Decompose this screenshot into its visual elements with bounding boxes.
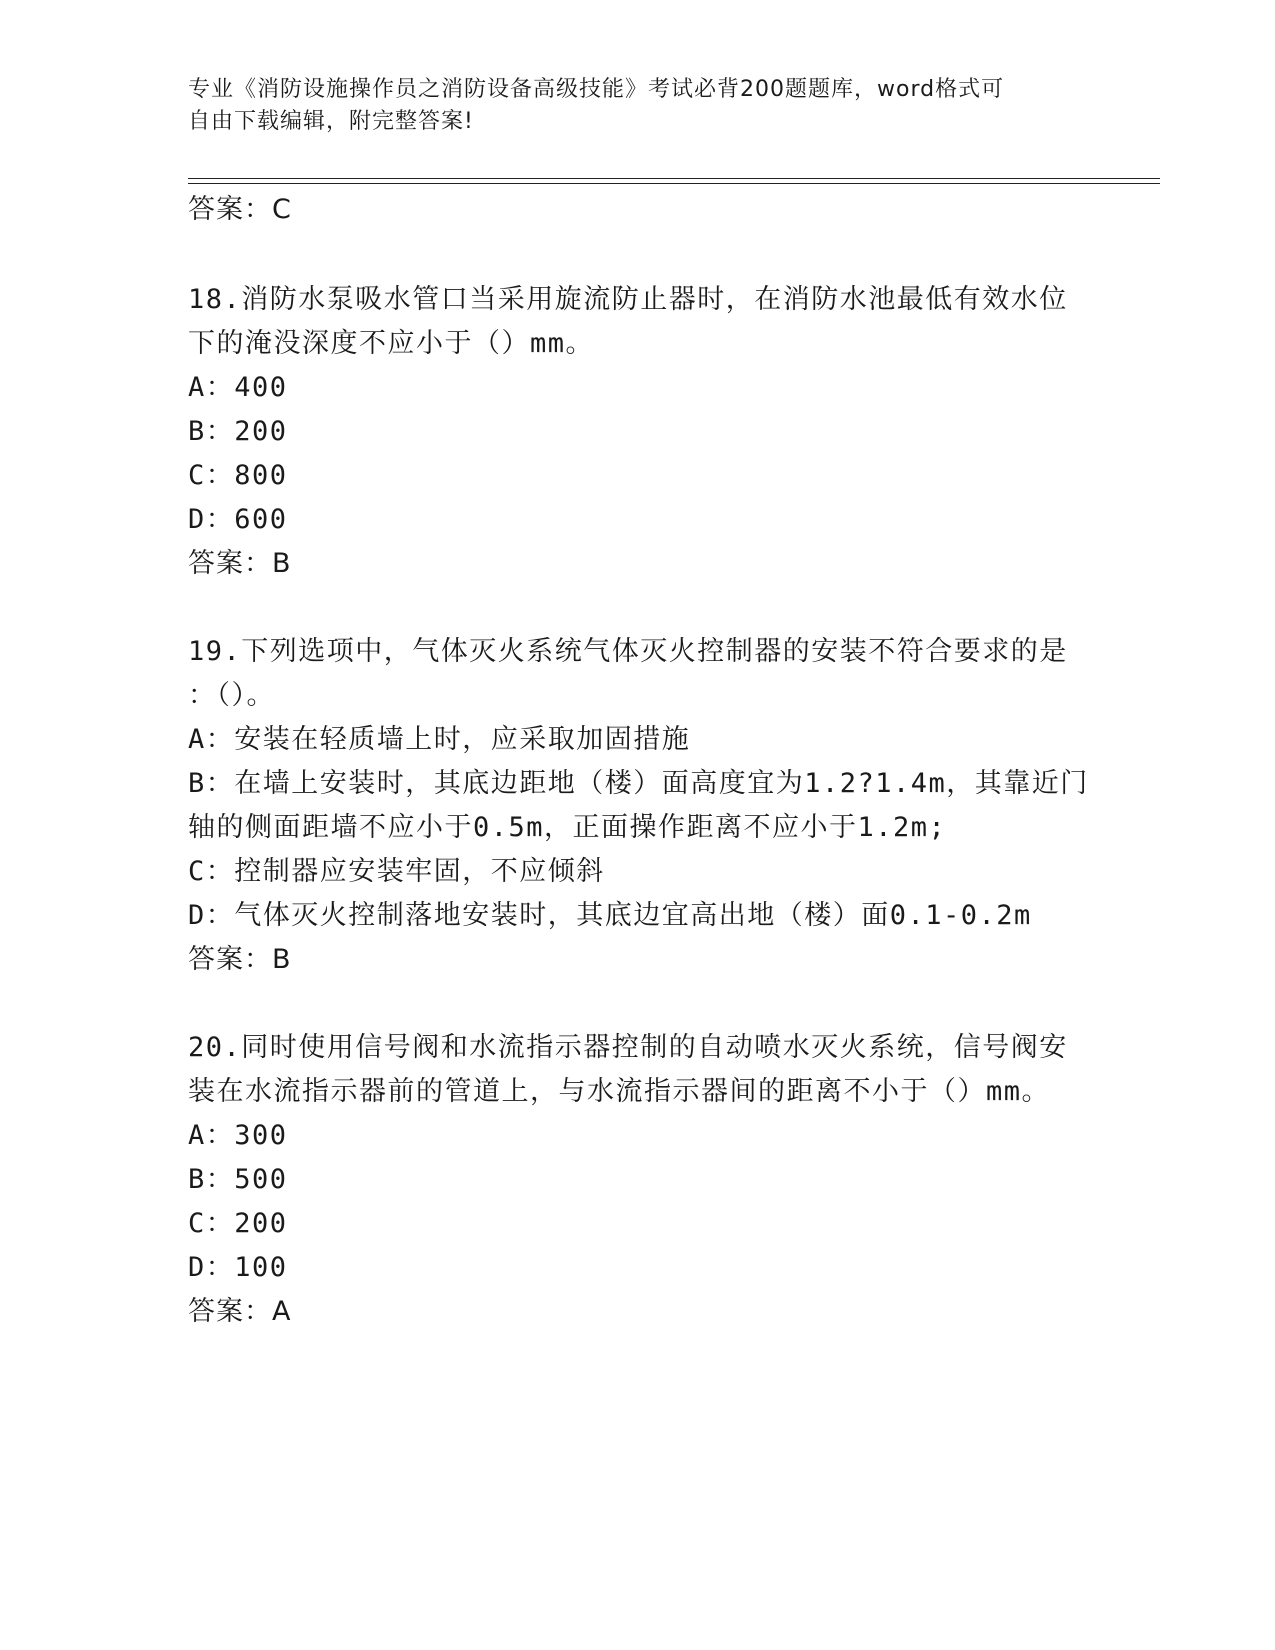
question-20-option-a: A：300 <box>188 1120 288 1151</box>
question-18-option-c: C：800 <box>188 460 288 491</box>
question-20-stem-line-2: 装在水流指示器前的管道上，与水流指示器间的距离不小于（）mm。 <box>188 1076 1051 1107</box>
question-19-stem-line-2: ：（）。 <box>188 680 275 711</box>
question-19-option-b-line-1: B：在墙上安装时，其底边距地（楼）面高度宜为1.2?1.4m，其靠近门 <box>188 768 1089 799</box>
question-20-answer: 答案：A <box>188 1296 292 1327</box>
header-line-1: 专业《消防设施操作员之消防设备高级技能》考试必背200题题库，word格式可 <box>188 77 1005 102</box>
question-20-option-b: B：500 <box>188 1164 288 1195</box>
question-19-answer: 答案：B <box>188 944 292 975</box>
question-18-option-b: B：200 <box>188 416 288 447</box>
question-19-option-d: D：气体灭火控制落地安装时，其底边宜高出地（楼）面0.1-0.2m <box>188 900 1032 931</box>
question-20-stem-line-1: 20.同时使用信号阀和水流指示器控制的自动喷水灭火系统，信号阀安 <box>188 1032 1068 1063</box>
question-18-answer: 答案：B <box>188 548 292 579</box>
question-20-option-c: C：200 <box>188 1208 288 1239</box>
question-18-option-a: A：400 <box>188 372 288 403</box>
document-header <box>188 74 1088 138</box>
question-20-option-d: D：100 <box>188 1252 288 1283</box>
question-19-option-a: A：安装在轻质墙上时，应采取加固措施 <box>188 724 691 755</box>
question-18-stem-line-2: 下的淹没深度不应小于（）mm。 <box>188 328 595 359</box>
previous-answer: 答案：C <box>188 194 292 225</box>
question-19-option-c: C：控制器应安装牢固，不应倾斜 <box>188 856 605 887</box>
header-divider-thin <box>188 183 1160 184</box>
question-18-stem-line-1: 18.消防水泵吸水管口当采用旋流防止器时，在消防水池最低有效水位 <box>188 284 1068 315</box>
question-19-option-b-line-2: 轴的侧面距墙不应小于0.5m，正面操作距离不应小于1.2m; <box>188 812 947 843</box>
question-19-stem-line-1: 19.下列选项中，气体灭火系统气体灭火控制器的安装不符合要求的是 <box>188 636 1068 667</box>
question-18-option-d: D：600 <box>188 504 288 535</box>
header-line-2: 自由下载编辑，附完整答案! <box>188 109 474 134</box>
header-divider <box>188 178 1160 179</box>
